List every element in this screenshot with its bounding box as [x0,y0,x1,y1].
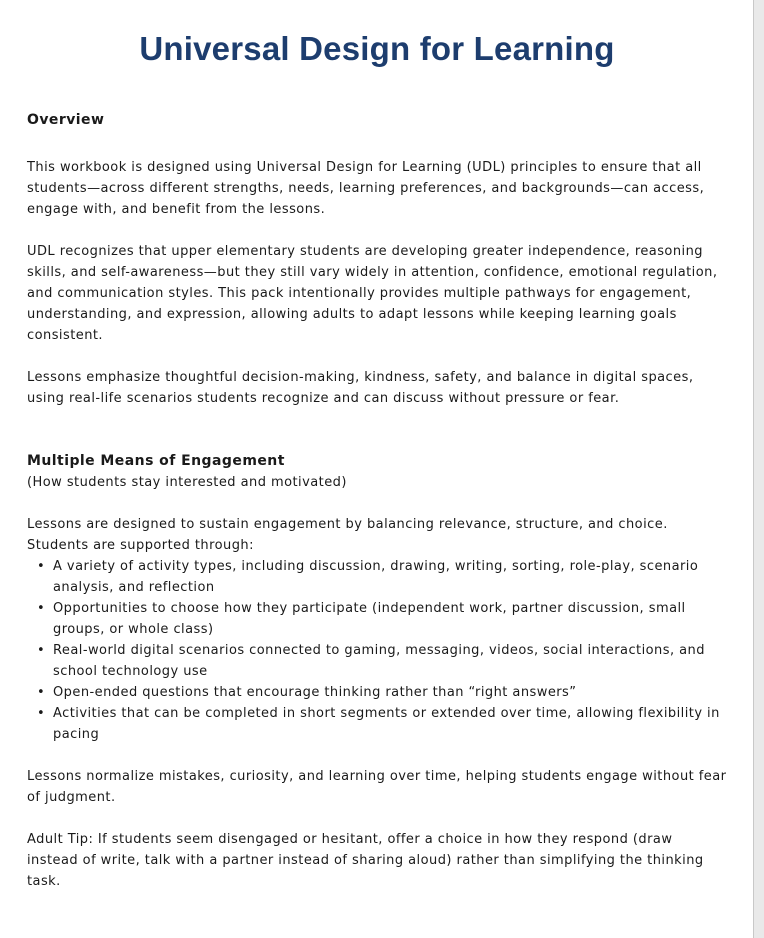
bullet-icon: • [37,643,46,658]
engagement-bullet-list [27,556,727,745]
list-item [27,703,727,745]
overview-paragraph-3: Lessons emphasize thoughtful decision-making, kindness, safety, and balance in digital spaces, using real-life scenarios students recognize and can discuss without pressure or fear. [27,370,694,406]
list-item [27,640,727,682]
adult-tip-paragraph: Adult Tip: If students seem disengaged or hesitant, offer a choice in how they respond (draw instead of write, talk with a partner instead of sharing aloud) rather than simplifying the thinking task. [27,832,704,889]
list-item-text: Opportunities to choose how they participate (independent work, partner discussion, small groups, or whole class) [53,601,686,637]
list-item-text: Real-world digital scenarios connected to gaming, messaging, videos, social interactions, and school technology use [53,643,705,679]
list-item [27,556,727,598]
engagement-heading: Multiple Means of Engagement [27,453,285,469]
engagement-subheading: (How students stay interested and motivated) [27,475,347,490]
engagement-intro-line-1: Lessons are designed to sustain engagement by balancing relevance, structure, and choice. [27,517,668,532]
list-item [27,598,727,640]
list-item-text: Open-ended questions that encourage thinking rather than “right answers” [53,685,577,700]
overview-paragraph-1: This workbook is designed using Universal Design for Learning (UDL) principles to ensure that all students—across different strengths, needs, learning preferences, and backgrounds—can access, engage with, and benefit from the lessons. [27,160,705,217]
document-title: Universal Design for Learning [139,30,615,67]
bullet-icon: • [37,559,46,574]
list-item-text: Activities that can be completed in short segments or extended over time, allowing flexibility in pacing [53,706,720,742]
engagement-closing-paragraph: Lessons normalize mistakes, curiosity, and learning over time, helping students engage without fear of judgment. [27,769,727,805]
overview-paragraph-2: UDL recognizes that upper elementary students are developing greater independence, reasoning skills, and self-awareness—but they still vary widely in attention, confidence, emotional regulation, and communication styles. This pack intentionally provides multiple pathways for engagement, understanding, and expression, allowing adults to adapt lessons while keeping learning goals consistent. [27,244,718,343]
list-item-text: A variety of activity types, including discussion, drawing, writing, sorting, role-play, scenario analysis, and reflection [53,559,699,595]
document-body [27,110,727,892]
bullet-icon: • [37,685,46,700]
overview-heading: Overview [27,112,105,128]
bullet-icon: • [37,601,46,616]
engagement-intro-line-2: Students are supported through: [27,538,254,553]
bullet-icon: • [37,706,46,721]
list-item [27,682,727,703]
